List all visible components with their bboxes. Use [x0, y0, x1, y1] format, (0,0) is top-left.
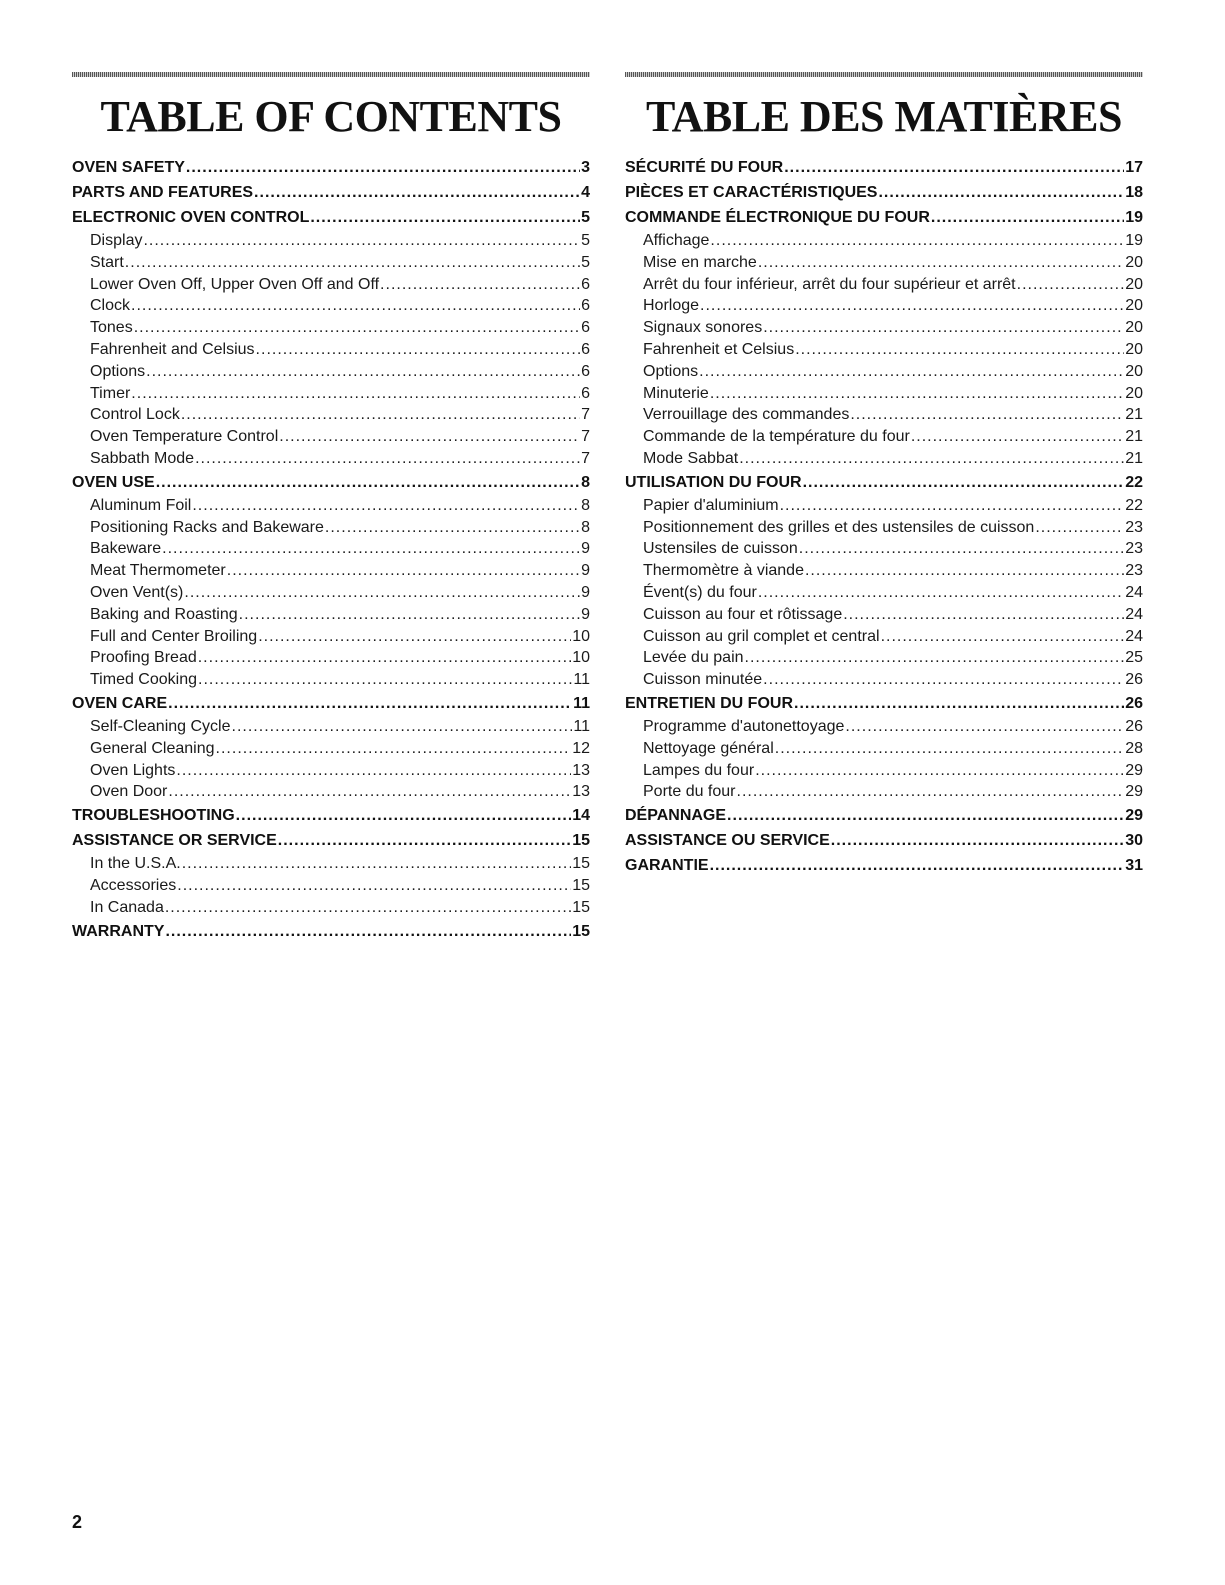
- toc-entry-label: Verrouillage des commandes: [643, 406, 850, 424]
- toc-entry-page: 8: [581, 496, 590, 514]
- toc-subsection-entry: [625, 448, 1143, 470]
- dot-leader: [310, 205, 580, 230]
- toc-entry-label: Tones: [90, 319, 133, 337]
- toc-entry-page: 13: [572, 783, 590, 801]
- toc-entry-page: 24: [1125, 627, 1143, 645]
- toc-entry-label: Cuisson au four et rôtissage: [643, 605, 843, 623]
- toc-entry-page: 15: [572, 922, 590, 940]
- toc-section-entry: [625, 691, 1143, 716]
- toc-entry-label: Positionnement des grilles et des ustensiles de cuisson: [643, 518, 1035, 536]
- dot-leader: [1017, 274, 1125, 296]
- toc-subsection-entry: [72, 875, 590, 897]
- toc-entry-label: Programme d'autonettoyage: [643, 717, 845, 735]
- toc-entry-label: OVEN USE: [72, 473, 155, 491]
- dot-leader: [710, 853, 1125, 878]
- toc-entry-label: Cuisson minutée: [643, 671, 763, 689]
- toc-subsection-entry: [625, 538, 1143, 560]
- toc-entry-label: WARRANTY: [72, 922, 165, 940]
- toc-entry-label: Timer: [90, 384, 131, 402]
- toc-entry-label: Évent(s) du four: [643, 583, 757, 601]
- toc-section-entry: [72, 180, 590, 205]
- toc-entry-page: 9: [581, 540, 590, 558]
- page-number: 2: [72, 1512, 83, 1532]
- toc-entry-label: Baking and Roasting: [90, 605, 238, 623]
- toc-entry-label: Start: [90, 253, 124, 271]
- toc-entry-label: Sabbath Mode: [90, 449, 195, 467]
- toc-section-entry: [625, 205, 1143, 230]
- toc-entry-label: Meat Thermometer: [90, 562, 226, 580]
- toc-entry-label: Lampes du four: [643, 761, 755, 779]
- toc-subsection-entry: [72, 716, 590, 738]
- dot-leader: [763, 669, 1124, 691]
- toc-entry-label: Commande de la température du four: [643, 428, 910, 446]
- dot-leader: [143, 230, 580, 252]
- toc-entry-label: Mode Sabbat: [643, 449, 739, 467]
- toc-subsection-entry: [72, 897, 590, 919]
- toc-entry-label: Arrêt du four inférieur, arrêt du four supérieur et arrêt: [643, 275, 1016, 293]
- toc-entry-page: 10: [572, 649, 590, 667]
- toc-subsection-entry: [72, 317, 590, 339]
- dot-leader: [186, 155, 580, 180]
- toc-entry-page: 21: [1125, 449, 1143, 467]
- toc-subsection-entry: [72, 495, 590, 517]
- toc-entry-label: PARTS AND FEATURES: [72, 184, 254, 201]
- toc-entry-page: 11: [573, 671, 590, 689]
- dot-leader: [168, 691, 572, 716]
- toc-section-entry: [625, 180, 1143, 205]
- toc-entry-page: 6: [581, 362, 590, 380]
- dot-leader: [168, 781, 571, 803]
- toc-entry-label: Control Lock: [90, 406, 180, 424]
- toc-entry-label: PIÈCES ET CARACTÉRISTIQUES: [625, 184, 878, 201]
- dot-leader: [177, 875, 571, 897]
- toc-subsection-entry: [72, 647, 590, 669]
- dot-leader: [125, 252, 580, 274]
- dot-leader: [198, 669, 572, 691]
- toc-entry-page: 10: [572, 627, 590, 645]
- toc-entry-label: Papier d'aluminium: [643, 496, 779, 514]
- toc-subsection-entry: [72, 538, 590, 560]
- dot-leader: [831, 828, 1124, 853]
- dot-leader: [931, 205, 1124, 230]
- dot-leader: [878, 180, 1124, 205]
- toc-subsection-entry: [72, 383, 590, 405]
- toc-entry-label: Self-Cleaning Cycle: [90, 717, 231, 735]
- toc-entry-page: 17: [1125, 159, 1143, 176]
- dot-leader: [131, 295, 580, 317]
- toc-subsection-entry: [72, 361, 590, 383]
- dot-leader: [192, 495, 580, 517]
- toc-entry-page: 6: [581, 275, 590, 293]
- toc-entry-label: Ustensiles de cuisson: [643, 540, 798, 558]
- toc-entry-label: Cuisson au gril complet et central: [643, 627, 880, 645]
- toc-section-entry: [72, 919, 590, 944]
- toc-entry-page: 15: [572, 898, 590, 916]
- toc-entry-label: Accessories: [90, 876, 177, 894]
- dot-leader: [236, 803, 572, 828]
- toc-entry-label: Proofing Bread: [90, 649, 197, 667]
- toc-entry-label: Thermomètre à viande: [643, 562, 804, 580]
- toc-entry-label: ASSISTANCE OR SERVICE: [72, 832, 277, 850]
- toc-entry-label: ELECTRONIC OVEN CONTROL: [72, 209, 310, 226]
- dot-leader: [710, 383, 1124, 405]
- toc-entry-page: 15: [572, 832, 590, 850]
- toc-section-entry: [72, 470, 590, 495]
- dot-leader: [1035, 517, 1124, 539]
- toc-subsection-entry: [72, 517, 590, 539]
- toc-subsection-entry: [72, 448, 590, 470]
- toc-section-entry: [625, 803, 1143, 828]
- toc-entry-page: 31: [1125, 857, 1143, 875]
- dot-leader: [758, 582, 1124, 604]
- dot-leader: [181, 404, 580, 426]
- dot-leader: [254, 180, 580, 205]
- toc-entry-label: Oven Lights: [90, 761, 176, 779]
- dot-leader: [763, 317, 1124, 339]
- toc-entry-page: 21: [1125, 428, 1143, 446]
- toc-entry-label: Oven Vent(s): [90, 583, 184, 601]
- toc-entry-label: ENTRETIEN DU FOUR: [625, 694, 793, 712]
- toc-subsection-entry: [72, 582, 590, 604]
- english-toc-column: [72, 72, 590, 944]
- toc-entry-page: 7: [581, 428, 590, 446]
- toc-entry-label: Options: [643, 362, 699, 380]
- toc-entry-page: 20: [1125, 253, 1143, 271]
- toc-subsection-entry: [625, 781, 1143, 803]
- toc-subsection-entry: [72, 853, 590, 875]
- dot-leader: [794, 691, 1124, 716]
- toc-section-entry: [72, 155, 590, 180]
- toc-entry-page: 20: [1125, 340, 1143, 358]
- toc-entry-label: Display: [90, 232, 143, 249]
- dot-leader: [165, 919, 571, 944]
- toc-subsection-entry: [625, 647, 1143, 669]
- toc-entry-label: Bakeware: [90, 540, 162, 558]
- toc-subsection-entry: [625, 626, 1143, 648]
- toc-entry-page: 23: [1125, 518, 1143, 536]
- dot-leader: [256, 339, 581, 361]
- dot-leader: [775, 738, 1124, 760]
- toc-entry-page: 15: [572, 876, 590, 894]
- toc-entry-label: OVEN SAFETY: [72, 159, 185, 176]
- dot-leader: [162, 538, 580, 560]
- toc-subsection-entry: [72, 252, 590, 274]
- toc-entry-page: 18: [1125, 184, 1143, 201]
- toc-entry-label: SÉCURITÉ DU FOUR: [625, 159, 784, 176]
- toc-entry-label: Oven Door: [90, 783, 168, 801]
- dot-leader: [845, 716, 1124, 738]
- toc-section-entry: [625, 470, 1143, 495]
- toc-entry-page: 20: [1125, 362, 1143, 380]
- toc-subsection-entry: [625, 604, 1143, 626]
- toc-subsection-entry: [72, 760, 590, 782]
- toc-section-entry: [72, 205, 590, 230]
- toc-entry-page: 6: [581, 319, 590, 337]
- toc-subsection-entry: [625, 252, 1143, 274]
- toc-entry-page: 29: [1125, 761, 1143, 779]
- toc-entry-page: 21: [1125, 406, 1143, 424]
- toc-subsection-entry: [625, 295, 1143, 317]
- toc-entry-page: 29: [1125, 783, 1143, 801]
- toc-entry-label: Lower Oven Off, Upper Oven Off and Off: [90, 275, 380, 293]
- dot-leader: [795, 339, 1124, 361]
- dot-leader: [156, 470, 580, 495]
- toc-entry-label: COMMANDE ÉLECTRONIQUE DU FOUR: [625, 209, 930, 226]
- dot-leader: [758, 252, 1124, 274]
- dot-leader: [737, 781, 1125, 803]
- toc-entry-label: In the U.S.A.: [90, 855, 181, 873]
- toc-entry-page: 22: [1125, 496, 1143, 514]
- toc-entry-page: 9: [581, 605, 590, 623]
- toc-subsection-entry: [625, 495, 1143, 517]
- toc-entry-label: DÉPANNAGE: [625, 807, 727, 825]
- toc-entry-page: 9: [581, 562, 590, 580]
- dot-leader: [843, 604, 1124, 626]
- dot-leader: [380, 274, 580, 296]
- dot-leader: [745, 647, 1125, 669]
- toc-subsection-entry: [625, 716, 1143, 738]
- toc-subsection-entry: [72, 626, 590, 648]
- toc-entry-label: Signaux sonores: [643, 319, 763, 337]
- toc-entry-page: 5: [581, 232, 590, 249]
- dot-leader: [784, 155, 1124, 180]
- toc-subsection-entry: [72, 781, 590, 803]
- toc-entry-label: Aluminum Foil: [90, 496, 192, 514]
- toc-subsection-entry: [625, 582, 1143, 604]
- dot-leader: [755, 760, 1124, 782]
- toc-entry-page: 6: [581, 384, 590, 402]
- toc-entry-label: Mise en marche: [643, 253, 757, 271]
- toc-entry-label: Options: [90, 362, 146, 380]
- dot-leader: [911, 426, 1124, 448]
- dot-leader: [881, 626, 1125, 648]
- toc-entry-page: 4: [581, 184, 590, 201]
- dot-leader: [803, 470, 1125, 495]
- english-toc-list: [72, 155, 590, 944]
- dot-leader: [232, 716, 573, 738]
- dot-leader: [258, 626, 571, 648]
- toc-subsection-entry: [72, 669, 590, 691]
- toc-entry-label: Levée du pain: [643, 649, 744, 667]
- dot-leader: [805, 560, 1124, 582]
- toc-entry-page: 19: [1125, 232, 1143, 249]
- toc-entry-label: Full and Center Broiling: [90, 627, 258, 645]
- toc-entry-page: 9: [581, 583, 590, 601]
- toc-subsection-entry: [72, 274, 590, 296]
- dot-leader: [198, 647, 571, 669]
- toc-entry-label: GARANTIE: [625, 857, 709, 875]
- dot-leader: [146, 361, 580, 383]
- dot-leader: [700, 295, 1124, 317]
- toc-entry-page: 15: [572, 855, 590, 873]
- toc-entry-page: 23: [1125, 540, 1143, 558]
- dot-leader: [227, 560, 580, 582]
- toc-subsection-entry: [625, 669, 1143, 691]
- toc-entry-page: 24: [1125, 605, 1143, 623]
- dot-leader: [195, 448, 580, 470]
- toc-entry-label: In Canada: [90, 898, 164, 916]
- toc-entry-label: Nettoyage général: [643, 739, 774, 757]
- toc-section-entry: [72, 691, 590, 716]
- dot-leader: [216, 738, 572, 760]
- toc-entry-page: 30: [1125, 832, 1143, 850]
- toc-section-entry: [625, 828, 1143, 853]
- toc-entry-page: 19: [1125, 209, 1143, 226]
- toc-entry-page: 14: [572, 807, 590, 825]
- toc-section-entry: [72, 828, 590, 853]
- toc-entry-page: 26: [1125, 694, 1143, 712]
- dot-leader: [325, 517, 580, 539]
- toc-entry-page: 25: [1125, 649, 1143, 667]
- toc-subsection-entry: [625, 383, 1143, 405]
- dot-leader: [710, 230, 1124, 252]
- french-toc-list: [625, 155, 1143, 878]
- english-toc-title: TABLE OF CONTENTS: [100, 92, 562, 141]
- toc-entry-page: 13: [572, 761, 590, 779]
- toc-subsection-entry: [625, 230, 1143, 252]
- dot-leader: [176, 760, 571, 782]
- dot-leader: [799, 538, 1124, 560]
- dot-leader: [699, 361, 1124, 383]
- toc-entry-page: 26: [1125, 717, 1143, 735]
- toc-entry-page: 22: [1125, 473, 1143, 491]
- dot-leader: [279, 426, 580, 448]
- toc-entry-page: 8: [581, 518, 590, 536]
- toc-entry-page: 26: [1125, 671, 1143, 689]
- dot-leader: [239, 604, 580, 626]
- toc-entry-label: Oven Temperature Control: [90, 428, 279, 446]
- toc-subsection-entry: [72, 560, 590, 582]
- toc-section-entry: [625, 853, 1143, 878]
- toc-entry-page: 11: [573, 717, 590, 735]
- toc-subsection-entry: [625, 404, 1143, 426]
- toc-entry-label: Fahrenheit et Celsius: [643, 340, 795, 358]
- dot-leader: [165, 897, 571, 919]
- toc-entry-label: Affichage: [643, 232, 710, 249]
- toc-entry-page: 3: [581, 159, 590, 176]
- toc-entry-label: UTILISATION DU FOUR: [625, 473, 802, 491]
- top-rule: [72, 72, 590, 77]
- top-rule: [625, 72, 1143, 77]
- dot-leader: [780, 495, 1125, 517]
- toc-entry-label: Minuterie: [643, 384, 709, 402]
- toc-entry-label: Horloge: [643, 297, 700, 315]
- toc-subsection-entry: [625, 738, 1143, 760]
- toc-subsection-entry: [625, 426, 1143, 448]
- toc-entry-page: 6: [581, 340, 590, 358]
- dot-leader: [182, 853, 571, 875]
- toc-entry-label: Fahrenheit and Celsius: [90, 340, 255, 358]
- toc-subsection-entry: [72, 404, 590, 426]
- toc-entry-label: TROUBLESHOOTING: [72, 807, 235, 825]
- toc-entry-label: Clock: [90, 297, 131, 315]
- toc-section-entry: [72, 803, 590, 828]
- toc-subsection-entry: [625, 274, 1143, 296]
- toc-entry-page: 6: [581, 297, 590, 315]
- dot-leader: [131, 383, 580, 405]
- toc-subsection-entry: [625, 339, 1143, 361]
- dot-leader: [739, 448, 1124, 470]
- dot-leader: [134, 317, 580, 339]
- toc-entry-page: 8: [581, 473, 590, 491]
- toc-subsection-entry: [625, 760, 1143, 782]
- toc-subsection-entry: [625, 560, 1143, 582]
- dot-leader: [278, 828, 571, 853]
- toc-entry-page: 7: [581, 406, 590, 424]
- toc-entry-page: 5: [581, 253, 590, 271]
- toc-subsection-entry: [72, 339, 590, 361]
- toc-entry-page: 29: [1125, 807, 1143, 825]
- toc-entry-page: 12: [572, 739, 590, 757]
- dot-leader: [850, 404, 1124, 426]
- toc-subsection-entry: [625, 517, 1143, 539]
- toc-subsection-entry: [72, 230, 590, 252]
- dot-leader: [184, 582, 580, 604]
- toc-section-entry: [625, 155, 1143, 180]
- toc-entry-page: 28: [1125, 739, 1143, 757]
- toc-entry-label: ASSISTANCE OU SERVICE: [625, 832, 830, 850]
- toc-entry-label: Positioning Racks and Bakeware: [90, 518, 324, 536]
- dot-leader: [727, 803, 1124, 828]
- toc-entry-page: 20: [1125, 297, 1143, 315]
- toc-entry-label: Timed Cooking: [90, 671, 198, 689]
- toc-subsection-entry: [72, 295, 590, 317]
- french-toc-column: [625, 72, 1143, 878]
- toc-entry-page: 24: [1125, 583, 1143, 601]
- toc-entry-page: 7: [581, 449, 590, 467]
- toc-entry-page: 5: [581, 209, 590, 226]
- toc-entry-page: 11: [573, 694, 590, 712]
- toc-subsection-entry: [72, 426, 590, 448]
- toc-subsection-entry: [72, 604, 590, 626]
- toc-entry-page: 20: [1125, 384, 1143, 402]
- toc-subsection-entry: [625, 361, 1143, 383]
- toc-entry-label: General Cleaning: [90, 739, 215, 757]
- toc-entry-page: 20: [1125, 275, 1143, 293]
- toc-entry-label: OVEN CARE: [72, 694, 168, 712]
- toc-subsection-entry: [625, 317, 1143, 339]
- toc-entry-label: Porte du four: [643, 783, 736, 801]
- french-toc-title: TABLE DES MATIÈRES: [646, 92, 1122, 141]
- toc-subsection-entry: [72, 738, 590, 760]
- toc-entry-page: 23: [1125, 562, 1143, 580]
- toc-entry-page: 20: [1125, 319, 1143, 337]
